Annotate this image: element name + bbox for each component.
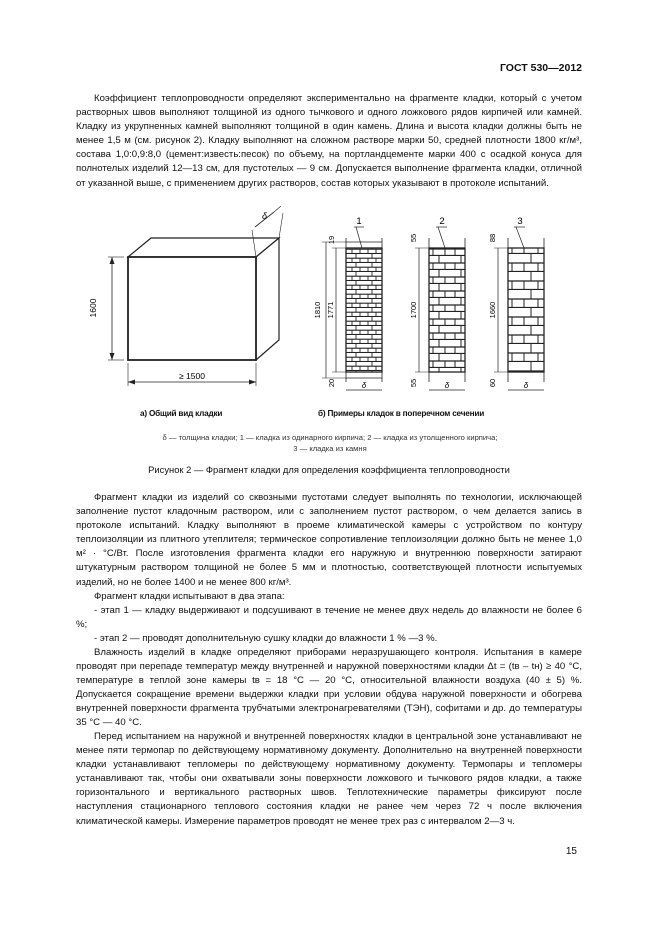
legend-line-1: δ — толщина кладки; 1 — кладка из одинарного кирпича; 2 — кладка из утолщенного кирпича; (162, 433, 498, 442)
wall-1-outer-dim: 1810 (313, 301, 322, 319)
wall-section-3 (494, 227, 544, 390)
wall-3-top-dim: 88 (488, 233, 497, 243)
wall-2-number: 2 (439, 216, 445, 227)
wall-1-mid-dim: 1771 (326, 301, 335, 319)
figure-legend (110, 432, 550, 454)
wall-1-number: 1 (356, 216, 362, 227)
paragraph-sensors: Перед испытанием на наружной и внутренней поверхностях кладки в центральной зоне устанавливают не менее пяти термопар по действующему нормативному документу. Дополнительно на внутренней поверхности кладки устанавливают тепломеры по действующему нормативному документу. Термопары и тепломеры устанавливают так, чтобы они охватывали зоны поверхности ложкового и тычкового рядов кладки, а также горизонтального и вертикального растворных швов. Теплотехнические параметры фиксируют после наступления стационарного теплового состояния кладки не ранее чем через 72 ч после включения климатической камеры. Измерение параметров проводят не менее трех раз с интервалом 2—3 ч. (76, 731, 582, 827)
paragraph-humidity: Влажность изделий в кладке определяют приборами неразрушающего контроля. Испытания в камере проводят при перепаде температур между внутренней и наружной поверхностями кладки Δt = (tв – tн) ≥ 40 °С, температуре в теплой зоне камеры tв = 18 °С — 20 °С, относительной влажности воздуха (40 ± 5) %. Допускается сокращение времени выдержки кладки при условии обдува наружной поверхности и обогрева внутренней поверхности фрагмента трубчатыми электронагревателями (ТЭН), софитами и др. до температуры 35 °С — 40 °С. (76, 647, 582, 729)
masonry-general-view (108, 206, 283, 386)
figure-title: Рисунок 2 — Фрагмент кладки для определения коэффициента теплопроводности (148, 464, 510, 475)
wall-1-delta: δ (361, 381, 367, 390)
wall-2-mid-dim: 1700 (409, 301, 418, 319)
wall-3-mid-dim: 1660 (488, 301, 497, 319)
wall-1-bottom-dim: 20 (327, 378, 336, 388)
document-header: ГОСТ 530—2012 (499, 62, 582, 74)
paragraph-test-stages: Фрагмент кладки испытывают в два этапа: (94, 591, 285, 602)
wall-3-bottom-dim: 60 (488, 378, 497, 388)
caption-cross-sections: б) Примеры кладок в поперечном сечении (318, 409, 485, 418)
length-dimension-label: ≥ 1500 (179, 371, 205, 381)
paragraph-hollow-units: Фрагмент кладки из изделий со сквозными пустотами следует выполнять по технологии, исключающей заполнение пустот кладочным раствором, или с заполнением пустот раствором, о чем делается запись в протоколе испытаний. Кладку выполняют в проеме климатической камеры с устройством по контуру теплоизоляции из плитного утеплителя; термическое сопротивление теплоизоляции должно быть не менее 1,0 м² · °С/Вт. После изготовления фрагмента кладки его наружную и внутреннюю поверхности затирают штукатурным раствором толщиной не более 5 мм и плотностью, соответствующей плотности испытуемых изделий, но не более 1400 и не менее 800 кг/м³. (76, 492, 582, 588)
paragraph-stage-2: - этап 2 — проводят дополнительную сушку кладки до влажности 1 % —3 %. (94, 633, 438, 644)
page-number: 15 (565, 846, 577, 857)
wall-3-number: 3 (517, 216, 523, 227)
height-dimension-label: 1600 (88, 298, 98, 318)
paragraph-stage-1: - этап 1 — кладку выдерживают и подсушивают в течение не менее двух недель до влажности не более 6 %; (76, 605, 582, 631)
wall-3-delta: δ (523, 381, 529, 390)
wall-2-delta: δ (444, 381, 450, 390)
wall-2-top-dim: 55 (409, 233, 418, 243)
figure-2-drawing (76, 200, 586, 400)
wall-section-2 (415, 227, 465, 390)
wall-2-bottom-dim: 55 (409, 378, 418, 388)
wall-1-top-dim: 19 (327, 235, 336, 245)
caption-general-view: а) Общий вид кладки (140, 409, 223, 418)
delta-label: δ (262, 211, 268, 221)
paragraph-conductivity-method: Коэффициент теплопроводности определяют экспериментально на фрагменте кладки, который с учетом растворных швов выполняют толщиной из одного тычкового и одного ложкового рядов кирпичей или камней. Кладку из укрупненных камней выполняют толщиной в один камень. Длина и высота кладки должны быть не менее 1,5 м (см. рисунок 2). Кладку выполняют на сложном растворе марки 50, средней плотности 1800 кг/м³, состава 1,0:0,9:8,0 (цемент:известь:песок) по объему, на портландцементе марки 400 с осадкой конуса для полнотелых изделий 12—13 см, для пустотелых — 9 см. Допускается выполнение фрагмента кладки, отличной от указанной выше, с применением других растворов, состав которых указывают в протоколе испытаний. (76, 93, 582, 189)
legend-line-2: 3 — кладка из камня (293, 444, 367, 453)
